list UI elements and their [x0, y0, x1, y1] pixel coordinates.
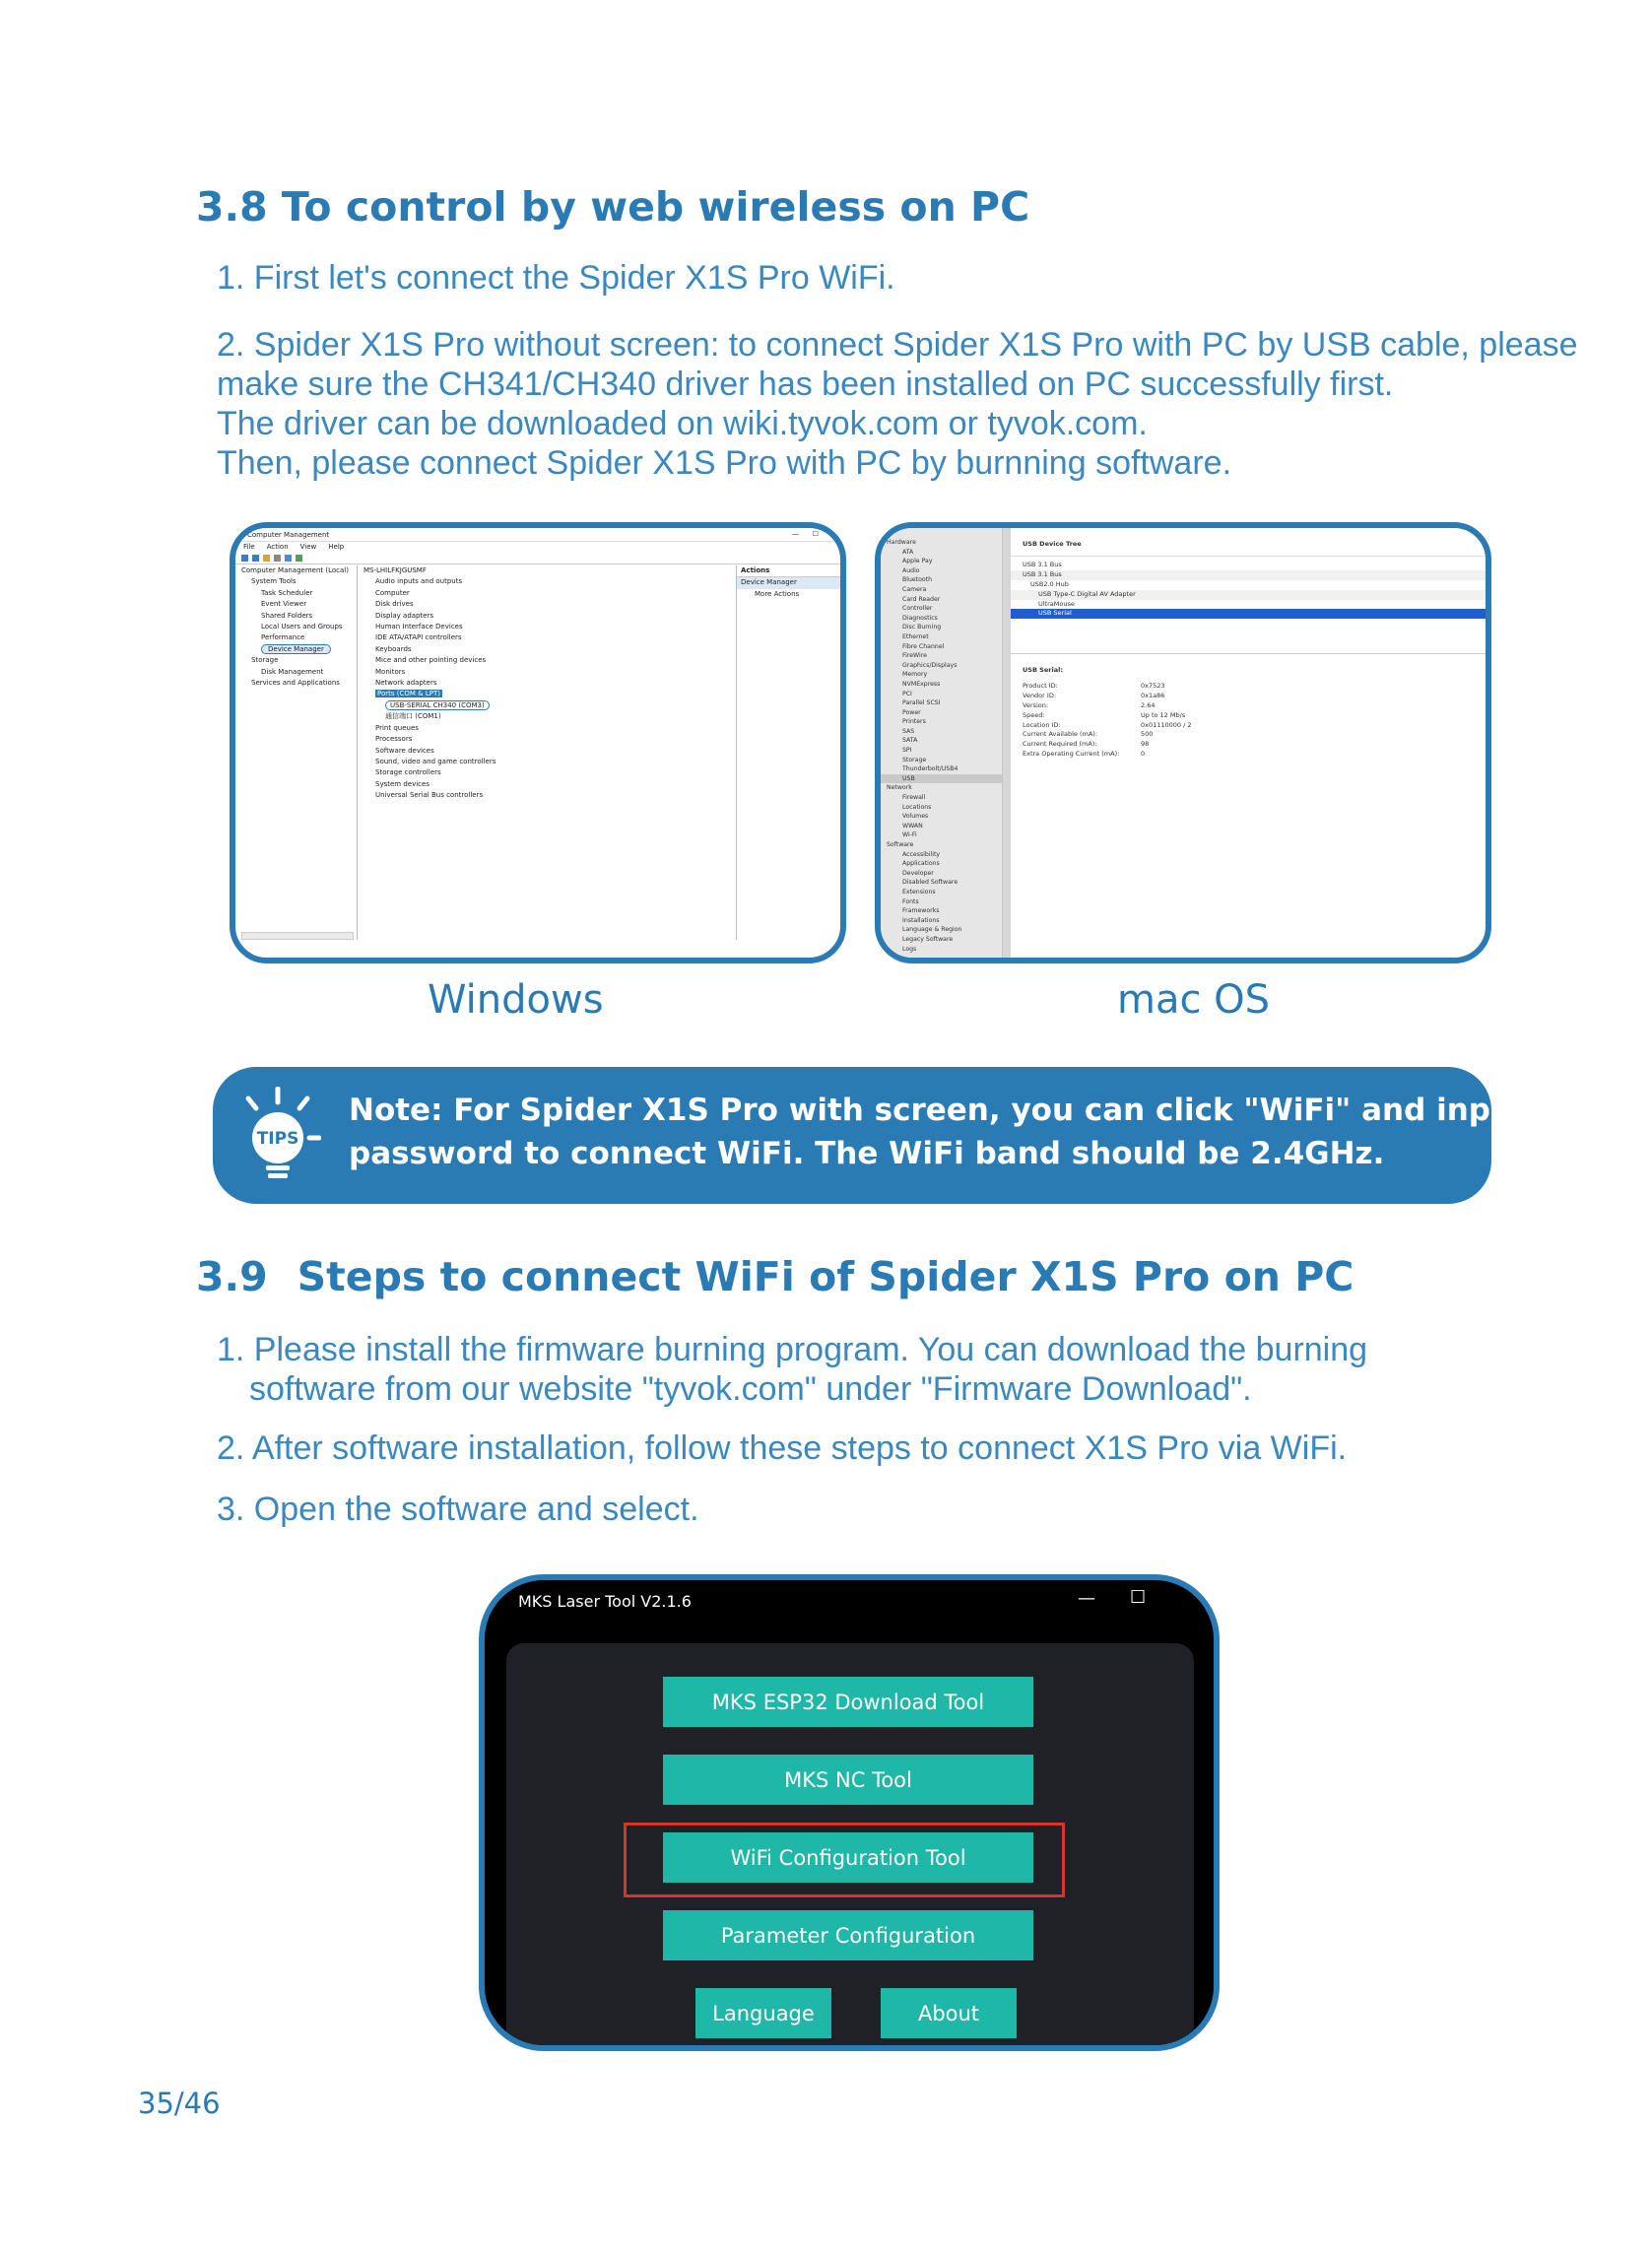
about-button[interactable]: About [881, 1988, 1017, 2038]
windows-device-manager-screenshot [230, 522, 846, 963]
mac-sidebar-item[interactable]: SATA [902, 737, 918, 745]
menu-view[interactable]: View [299, 543, 317, 551]
tree-item[interactable]: Task Scheduler [261, 588, 313, 597]
mac-sidebar [881, 528, 1003, 958]
mac-sidebar-item[interactable]: Software [887, 841, 914, 848]
minimize-button[interactable]: — [1078, 1588, 1095, 1609]
detail-value: 98 [1141, 740, 1150, 749]
tips-line-1: Note: For Spider X1S Pro with screen, you can click "WiFi" and input the [349, 1093, 1595, 1128]
mac-sidebar-item[interactable]: Power [902, 708, 921, 716]
tips-line-2: password to connect WiFi. The WiFi band should be 2.4GHz. [349, 1136, 1385, 1171]
mac-usb-tree [1011, 528, 1486, 654]
maximize-icon: ☐ [812, 530, 819, 538]
detail-value: 500 [1141, 730, 1154, 739]
detail-title: USB Serial: [1023, 666, 1063, 674]
help-icon[interactable] [285, 555, 292, 562]
language-button[interactable]: Language [695, 1988, 831, 2038]
mks-title: MKS Laser Tool V2.1.6 [518, 1592, 692, 1611]
device-item[interactable]: Display adapters [375, 611, 434, 620]
mac-sidebar-item[interactable]: USB [881, 774, 1002, 784]
mac-sidebar-item[interactable]: Applications [902, 860, 940, 868]
tree-item[interactable]: Disk Management [261, 667, 324, 676]
device-item[interactable]: Sound, video and game controllers [375, 757, 496, 765]
mac-sidebar-item[interactable]: Memory [902, 671, 928, 679]
mac-sidebar-item[interactable]: Language & Region [902, 926, 962, 934]
mac-sidebar-item[interactable]: FireWire [902, 652, 927, 660]
detail-key: Speed: [1023, 710, 1045, 719]
s39-step-1-line-1: 1. Please install the firmware burning program. You can download the burning [217, 1331, 1368, 1368]
mac-sidebar-item[interactable]: Thunderbolt/USB4 [902, 765, 958, 773]
usb-serial-highlight: USB-SERIAL CH340 (COM3) [385, 700, 490, 710]
step-1-text: 1. First let's connect the Spider X1S Pro WiFi. [217, 259, 895, 297]
tips-box [213, 1067, 1595, 1204]
s39-step-3: 3. Open the software and select. [217, 1491, 699, 1528]
mac-sidebar-item[interactable]: Firewall [902, 794, 926, 802]
section-3-9-number: 3.9 [196, 1253, 268, 1300]
horizontal-scrollbar[interactable] [241, 932, 354, 940]
mac-sidebar-item[interactable]: ATA [902, 548, 914, 556]
detail-value: 0x01110000 / 2 [1141, 720, 1192, 729]
windows-left-pane [237, 565, 358, 940]
mac-sidebar-item[interactable]: Disabled Software [902, 879, 958, 887]
mac-sidebar-item[interactable]: Parallel SCSI [902, 699, 941, 707]
s39-step-2: 2. After software installation, follow these steps to connect X1S Pro via WiFi. [217, 1429, 1348, 1467]
detail-key: Product ID: [1023, 681, 1058, 690]
mac-sidebar-item[interactable]: Graphics/Displays [902, 661, 958, 669]
step-2-line-1: 2. Spider X1S Pro without screen: to connect Spider X1S Pro with PC by USB cable, please [217, 326, 1578, 364]
usb-tree-item-selected[interactable]: USB Serial [1011, 609, 1486, 619]
mac-sidebar-item[interactable]: Installations [902, 916, 940, 924]
device-manager-highlight: Device Manager [261, 644, 331, 654]
mac-sidebar-item[interactable]: Printers [902, 718, 926, 726]
tree-item[interactable]: Computer Management (Local) [241, 566, 349, 574]
step-2-line-2: make sure the CH341/CH340 driver has been installed on PC successfully first. [217, 365, 1394, 403]
step-2-line-3: The driver can be downloaded on wiki.tyvok.com or tyvok.com. [217, 405, 1148, 442]
device-item[interactable]: Software devices [375, 746, 434, 755]
menu-help[interactable]: Help [328, 543, 345, 551]
macos-system-info-screenshot [875, 522, 1491, 963]
device-item[interactable]: Computer [375, 588, 410, 597]
device-item[interactable]: Network adapters [375, 679, 437, 688]
mac-sidebar-item[interactable]: Logs [902, 945, 917, 953]
mac-sidebar-item[interactable]: Controller [902, 605, 933, 613]
mac-sidebar-item[interactable]: Legacy Software [902, 935, 954, 943]
mac-sidebar-item[interactable]: NVMExpress [902, 680, 941, 688]
device-item-ports[interactable] [360, 689, 734, 699]
mac-sidebar-item[interactable]: Fonts [902, 897, 919, 905]
mac-sidebar-item[interactable]: Storage [902, 756, 927, 763]
mac-detail-pane [1011, 656, 1486, 958]
mac-sidebar-item[interactable]: Apple Pay [902, 558, 933, 565]
mks-esp32-download-tool-button[interactable]: MKS ESP32 Download Tool [663, 1677, 1033, 1727]
back-icon[interactable] [241, 555, 248, 562]
windows-title-bar [235, 528, 840, 542]
tree-item[interactable]: Shared Folders [261, 611, 313, 620]
section-3-9-heading: Steps to connect WiFi of Spider X1S Pro on PC [297, 1253, 1355, 1300]
mac-sidebar-item[interactable]: Audio [902, 566, 920, 574]
windows-menu-bar [235, 542, 840, 553]
detail-key: Current Available (mA): [1023, 730, 1098, 739]
mks-laser-tool-window [479, 1574, 1220, 2051]
usb-tree-item[interactable]: USB 3.1 Bus [1023, 560, 1062, 568]
detail-value: 0x1a86 [1141, 691, 1165, 699]
mac-sidebar-item[interactable]: Hardware [887, 539, 916, 546]
detail-key: Location ID: [1023, 720, 1061, 729]
device-item[interactable]: Monitors [375, 667, 406, 676]
tree-item[interactable]: Storage [251, 656, 279, 665]
detail-value: 0 [1141, 750, 1146, 759]
lightbulb-icon [234, 1087, 321, 1185]
menu-file[interactable]: File [243, 543, 255, 551]
device-root[interactable]: MS-LHILFKJGUSMF [363, 566, 427, 574]
maximize-button[interactable]: ☐ [1130, 1587, 1147, 1608]
section-3-9-title [196, 1253, 1354, 1300]
tree-item[interactable]: Local Users and Groups [261, 623, 343, 631]
detail-key: Vendor ID: [1023, 691, 1057, 699]
caption-macos: mac OS [1117, 977, 1271, 1023]
detail-key: Version: [1023, 700, 1049, 709]
tree-item[interactable]: System Tools [251, 577, 297, 586]
detail-value: Up to 12 Mb/s [1141, 710, 1186, 719]
mac-sidebar-item[interactable]: Frameworks [902, 907, 940, 915]
device-item[interactable]: Storage controllers [375, 768, 441, 777]
device-item[interactable]: Keyboards [375, 644, 412, 653]
section-3-8-title: 3.8 To control by web wireless on PC [196, 183, 1030, 231]
parameter-configuration-button[interactable]: Parameter Configuration [663, 1910, 1033, 1960]
tree-item[interactable]: Event Viewer [261, 600, 307, 609]
mac-sidebar-item[interactable]: SAS [902, 727, 915, 735]
folder-icon[interactable] [263, 555, 270, 562]
mac-sidebar-item[interactable]: Wi-Fi [902, 831, 917, 839]
mac-sidebar-item[interactable]: WWAN [902, 822, 923, 830]
usb-tree-item[interactable]: USB Type-C Digital AV Adapter [1011, 590, 1486, 600]
device-item[interactable]: Audio inputs and outputs [375, 577, 463, 586]
s39-step-1-line-2: software from our website "tyvok.com" under "Firmware Download". [249, 1370, 1252, 1408]
forward-icon[interactable] [252, 555, 259, 562]
device-item[interactable]: Disk drives [375, 600, 414, 609]
wifi-configuration-tool-button[interactable]: WiFi Configuration Tool [663, 1832, 1033, 1883]
menu-action[interactable]: Action [266, 543, 289, 551]
tree-item[interactable]: Services and Applications [251, 679, 340, 688]
detail-value: 0x7523 [1141, 681, 1165, 690]
caption-windows: Windows [428, 977, 604, 1023]
detail-table [1023, 682, 1474, 760]
detail-value: 2.64 [1141, 700, 1156, 709]
actions-more[interactable]: More Actions [755, 589, 800, 598]
windows-title: Computer Management [247, 531, 330, 539]
scan-icon[interactable] [296, 555, 302, 562]
windows-toolbar [235, 553, 840, 564]
device-item[interactable]: System devices [375, 779, 430, 788]
mac-sidebar-item[interactable]: Volumes [902, 813, 929, 821]
mac-sidebar-item[interactable]: Fibre Channel [902, 642, 945, 650]
mac-sidebar-item[interactable]: Network [887, 784, 912, 792]
mks-panel [506, 1643, 1194, 2051]
device-item[interactable]: Mice and other pointing devices [375, 656, 487, 665]
mac-sidebar-item[interactable]: Accessibility [902, 850, 941, 858]
actions-device-manager[interactable]: Device Manager [737, 577, 846, 588]
tree-item-device-manager[interactable] [237, 644, 357, 655]
mks-nc-tool-button[interactable]: MKS NC Tool [663, 1755, 1033, 1805]
mac-sidebar-item[interactable]: Locations [902, 803, 932, 811]
actions-header: Actions [737, 565, 846, 577]
mac-sidebar-item[interactable]: Camera [902, 585, 927, 593]
mac-sidebar-item[interactable]: Disc Burning [902, 624, 942, 631]
mac-sidebar-item[interactable]: PCI [902, 690, 912, 697]
usb-tree-header: USB Device Tree [1011, 528, 1486, 557]
detail-key: Current Required (mA): [1023, 740, 1097, 749]
device-item[interactable]: 通信端口 (COM1) [385, 712, 441, 721]
mac-sidebar-item[interactable]: Card Reader [902, 595, 941, 603]
device-item[interactable]: Print queues [375, 723, 419, 732]
mac-sidebar-scrollbar[interactable] [1003, 528, 1011, 958]
mac-sidebar-item[interactable]: Extensions [902, 888, 936, 896]
tree-item[interactable]: Performance [261, 633, 305, 642]
device-item[interactable]: IDE ATA/ATAPI controllers [375, 633, 462, 642]
usb-tree-item[interactable]: USB 3.1 Bus [1011, 570, 1486, 580]
properties-icon[interactable] [274, 555, 281, 562]
mac-sidebar-item[interactable]: Developer [902, 869, 934, 877]
usb-tree-item[interactable]: USB2.0 Hub [1030, 579, 1069, 588]
usb-tree-item[interactable]: UltraMouse [1038, 599, 1075, 608]
windows-device-pane [360, 565, 734, 940]
step-2-line-4: Then, please connect Spider X1S Pro with PC by burnning software. [217, 444, 1232, 482]
ports-label: Ports (COM & LPT) [377, 690, 440, 698]
mac-sidebar-item[interactable]: Diagnostics [902, 614, 938, 622]
mac-sidebar-item[interactable]: Ethernet [902, 632, 929, 640]
mks-title-bar [485, 1580, 1214, 1620]
mac-sidebar-item[interactable]: Bluetooth [902, 576, 933, 584]
mac-sidebar-item[interactable]: SPI [902, 747, 912, 755]
minimize-icon: — [792, 530, 799, 538]
tips-badge: TIPS [256, 1129, 299, 1149]
device-item[interactable]: Processors [375, 735, 413, 744]
device-item-usb-serial[interactable] [360, 700, 734, 711]
detail-key: Extra Operating Current (mA): [1023, 750, 1120, 759]
device-item[interactable]: Human Interface Devices [375, 623, 463, 631]
windows-actions-pane [736, 565, 846, 940]
device-item[interactable]: Universal Serial Bus controllers [375, 791, 484, 800]
page-number: 35/46 [138, 2087, 221, 2120]
